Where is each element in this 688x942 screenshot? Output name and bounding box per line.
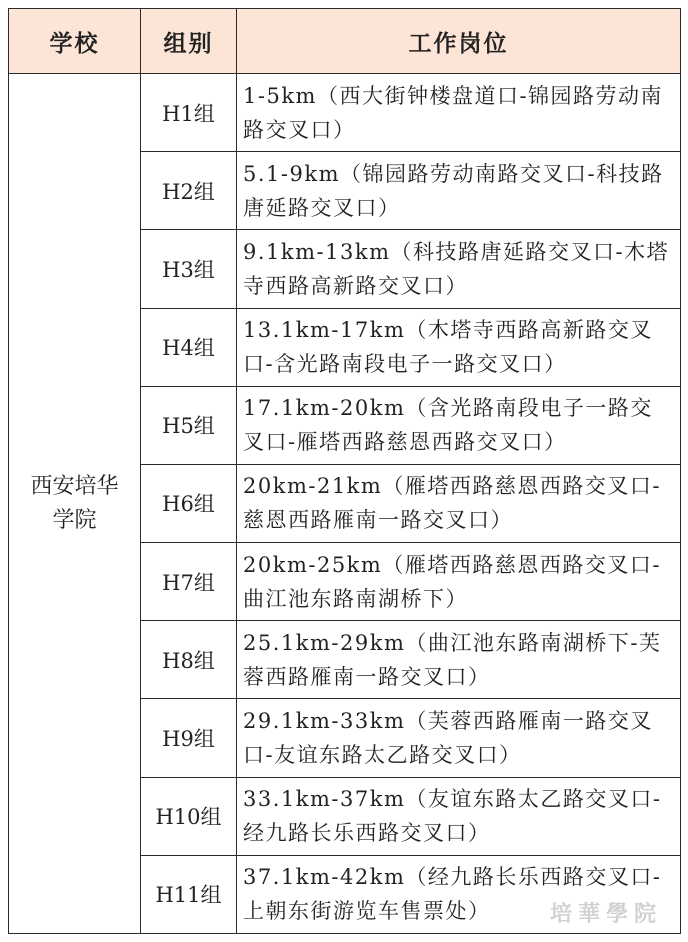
post-cell: 9.1km-13km（科技路唐延路交叉口-木塔寺西路高新路交叉口）: [237, 230, 681, 308]
post-cell: 5.1-9km（锦园路劳动南路交叉口-科技路唐延路交叉口）: [237, 152, 681, 230]
group-cell: H8组: [141, 621, 237, 699]
assignment-table-container: [8, 8, 680, 934]
post-cell: 25.1km-29km（曲江池东路南湖桥下-芙蓉西路雁南一路交叉口）: [237, 621, 681, 699]
post-cell: 1-5km（西大街钟楼盘道口-锦园路劳动南路交叉口）: [237, 74, 681, 152]
school-name-cell: 西安培华学院: [9, 74, 141, 934]
group-cell: H10组: [141, 777, 237, 855]
header-group: 组别: [141, 9, 237, 74]
group-cell: H6组: [141, 464, 237, 542]
group-cell: H5组: [141, 386, 237, 464]
group-cell: H7组: [141, 543, 237, 621]
post-cell: 29.1km-33km（芙蓉西路雁南一路交叉口-友谊东路太乙路交叉口）: [237, 699, 681, 777]
post-cell: 17.1km-20km（含光路南段电子一路交叉口-雁塔西路慈恩西路交叉口）: [237, 386, 681, 464]
post-cell: 20km-25km（雁塔西路慈恩西路交叉口-曲江池东路南湖桥下）: [237, 543, 681, 621]
group-cell: H9组: [141, 699, 237, 777]
group-cell: H11组: [141, 855, 237, 933]
assignment-table: [8, 8, 681, 934]
header-post: 工作岗位: [237, 9, 681, 74]
watermark: 培華學院: [549, 901, 662, 927]
post-cell: 13.1km-17km（木塔寺西路高新路交叉口-含光路南段电子一路交叉口）: [237, 308, 681, 386]
table-row: [9, 74, 681, 152]
post-cell: 20km-21km（雁塔西路慈恩西路交叉口-慈恩西路雁南一路交叉口）: [237, 464, 681, 542]
group-cell: H3组: [141, 230, 237, 308]
table-header-row: [9, 9, 681, 74]
post-cell: 33.1km-37km（友谊东路太乙路交叉口-经九路长乐西路交叉口）: [237, 777, 681, 855]
post-cell: 37.1km-42km（经九路长乐西路交叉口-上朝东街游览车售票处）: [237, 855, 681, 933]
group-cell: H4组: [141, 308, 237, 386]
header-school: 学校: [9, 9, 141, 74]
group-cell: H2组: [141, 152, 237, 230]
group-cell: H1组: [141, 74, 237, 152]
